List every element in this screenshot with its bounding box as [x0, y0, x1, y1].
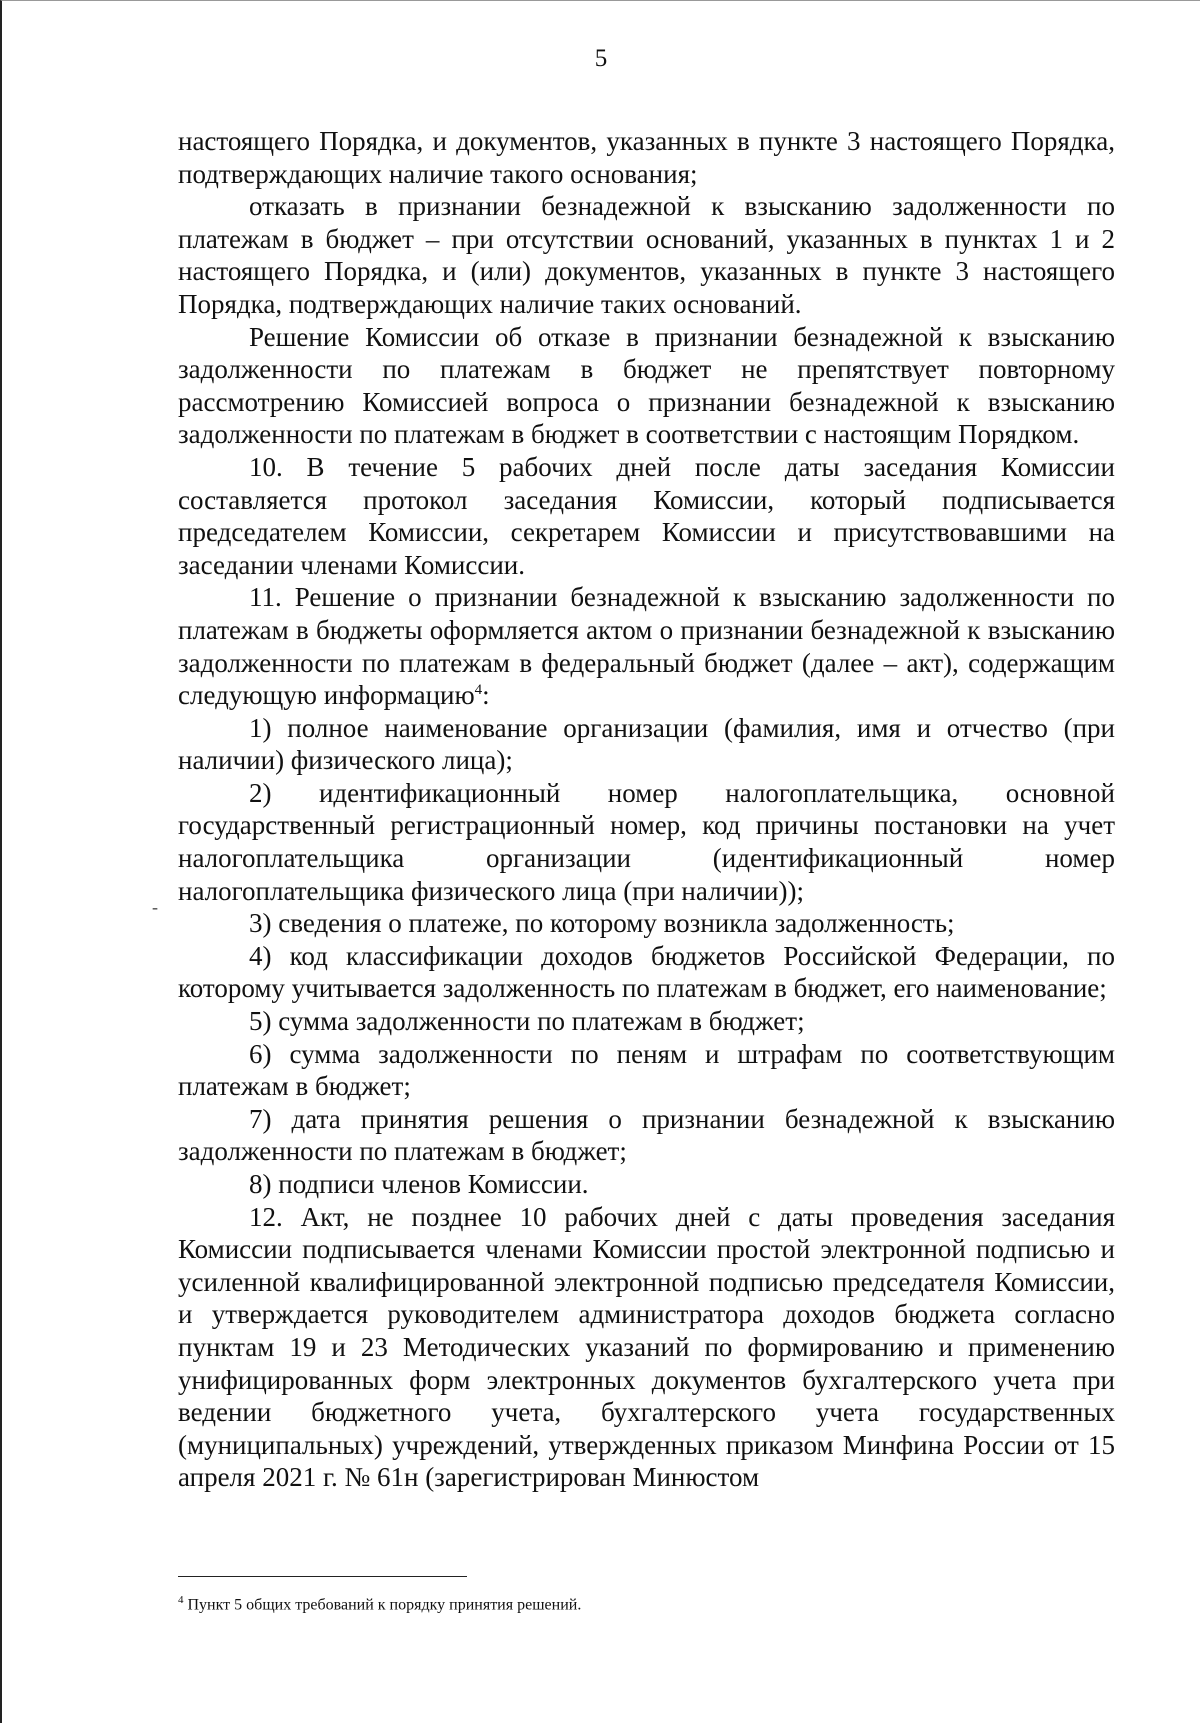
paragraph-text: 11. Решение о признании безнадежной к взысканию задолженности по платежам в бюджеты оформляется актом о признании безнадежной к взысканию задолженности по платежам в федеральный бюджет (далее – акт), содержащим следующую информацию: [178, 582, 1115, 711]
list-item: 8) подписи членов Комиссии.: [249, 1169, 589, 1199]
footnote-reference[interactable]: 4: [474, 682, 483, 699]
scan-artifact-mark: -: [152, 897, 158, 917]
list-item: 1) полное наименование организации (фамилия, имя и отчество (при наличии) физического лица);: [178, 712, 1115, 776]
paragraph-item-11: [178, 581, 1115, 711]
list-item: 7) дата принятия решения о признании безнадежной к взысканию задолженности по платежам в бюджет;: [178, 1103, 1115, 1167]
paragraph-punctuation: :: [482, 680, 490, 711]
footnote: [178, 1589, 581, 1616]
list-item: 2) идентификационный номер налогоплательщика, основной государственный регистрационный номер, код причины постановки на учет налогоплательщика организации (идентификационный номер налогоплательщика физического лица (при наличии));: [178, 777, 1115, 906]
footnote-number: 4: [178, 1594, 184, 1606]
body-text: [178, 125, 1115, 1494]
list-item: 5) сумма задолженности по платежам в бюджет;: [249, 1006, 805, 1037]
page-number: 5: [594, 45, 608, 72]
list-item: 4) код классификации доходов бюджетов Российской Федерации, по которому учитывается задолженность по платежам в бюджет, его наименование;: [178, 940, 1115, 1004]
paragraph: Решение Комиссии об отказе в признании безнадежной к взысканию задолженности по платежам в бюджет не препятствует повторному рассмотрению Комиссией вопроса о признании безнадежной к взысканию задолженности по платежам в бюджет в соответствии с настоящим Порядком.: [178, 321, 1115, 450]
list-item: 3) сведения о платеже, по которому возникла задолженность;: [249, 908, 955, 939]
list-item: 6) сумма задолженности по пеням и штрафам по соответствующим платежам в бюджет;: [178, 1038, 1115, 1102]
paragraph: отказать в признании безнадежной к взысканию задолженности по платежам в бюджет – при отсутствии оснований, указанных в пунктах 1 и 2 настоящего Порядка, и (или) документов, указанных в пункте 3 настоящего Порядка, подтверждающих наличие таких оснований.: [178, 191, 1115, 319]
footnote-text: Пункт 5 общих требований к порядку принятия решений.: [187, 1596, 582, 1614]
footnote-separator: [178, 1576, 467, 1577]
paragraph-item-10: 10. В течение 5 рабочих дней после даты заседания Комиссии составляется протокол заседания Комиссии, который подписывается председателем Комиссии, секретарем Комиссии и присутствовавшими на заседании членами Комиссии.: [178, 451, 1115, 580]
paragraph: настоящего Порядка, и документов, указанных в пункте 3 настоящего Порядка, подтверждающих наличие такого основания;: [178, 126, 1115, 189]
paragraph-item-12: 12. Акт, не позднее 10 рабочих дней с даты проведения заседания Комиссии подписывается членами Комиссии простой электронной подписью и усиленной квалифицированной электронной подписью председателя Комиссии, и утверждается руководителем администратора доходов бюджета согласно пунктам 19 и 23 Методических указаний по формированию и применению унифицированных форм электронных документов бухгалтерского учета при ведении бюджетного учета, бухгалтерского учета государственных (муниципальных) учреждений, утвержденных приказом Минфина России от 15 апреля 2021 г. № 61н (зарегистрирован Минюстом: [178, 1201, 1115, 1493]
